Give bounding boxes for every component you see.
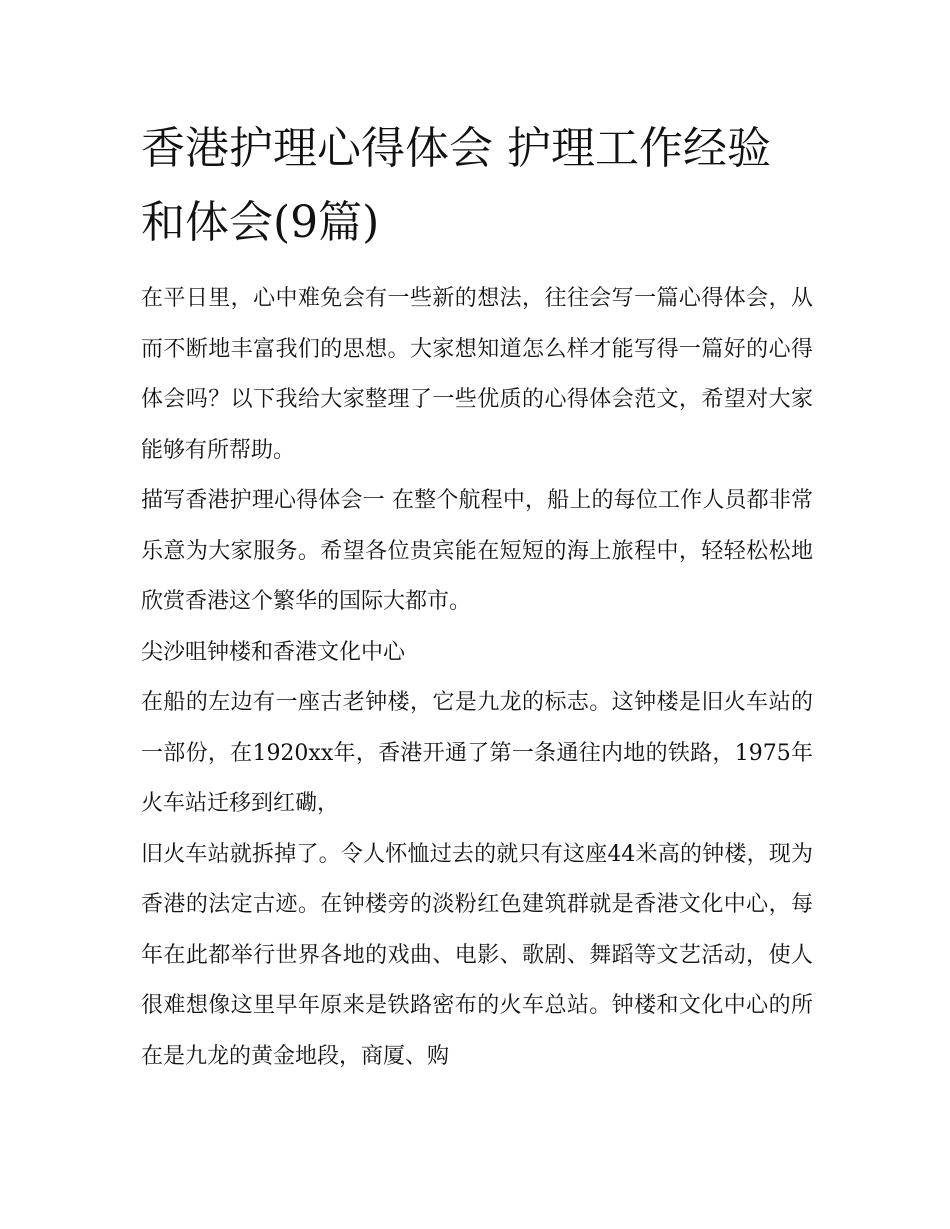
paragraph-clock-tower: 在船的左边有一座古老钟楼，它是九龙的标志。这钟楼是旧火车站的一部份，在1920xx年，香港开通了第一条通往内地的铁路，1975年火车站迁移到红磡，	[141, 690, 813, 816]
paragraph-section-one: 描写香港护理心得体会一 在整个航程中，船上的每位工作人员都非常乐意为大家服务。希望各位贵宾能在短短的海上旅程中，轻轻松松地欣赏香港这个繁华的国际大都市。	[141, 488, 813, 614]
document-title: 香港护理心得体会 护理工作经验和体会(9篇)	[141, 123, 771, 248]
section-heading-clock-tower: 尖沙咀钟楼和香港文化中心	[141, 639, 406, 665]
paragraph-cultural-centre: 旧火车站就拆掉了。令人怀恤过去的就只有这座44米高的钟楼，现为香港的法定古迹。在钟楼旁的淡粉红色建筑群就是香港文化中心，每年在此都举行世界各地的戏曲、电影、歌剧、舞蹈等文艺活动，使人很难想像这里早年原来是铁路密布的火车总站。钟楼和文化中心的所在是九龙的黄金地段，商厦、购	[141, 841, 813, 1069]
paragraph-intro: 在平日里，心中难免会有一些新的想法，往往会写一篇心得体会，从而不断地丰富我们的思想。大家想知道怎么样才能写得一篇好的心得体会吗？以下我给大家整理了一些优质的心得体会范文，希望对大家能够有所帮助。	[141, 286, 813, 463]
document-body	[141, 112, 813, 1082]
